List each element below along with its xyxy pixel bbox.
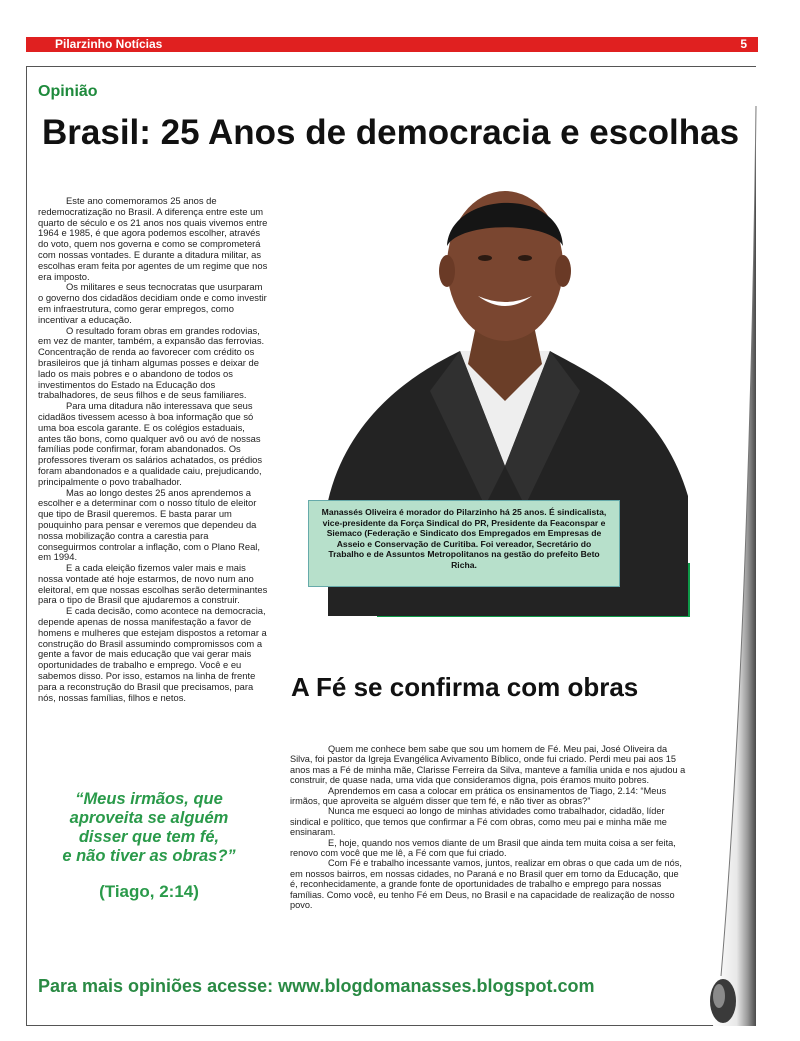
article-paragraph: Para uma ditadura não interessava que seus cidadãos tivessem acesso à boa informação que só uma boa escola garante. E os colégios estaduais, antes tão bons, como qualquer avô ou avó de nossas famílias pode confirmar, foram abandonados. Os professores tiveram os salários achatados, os prédios foram abandonados e a qualidade caiu, prejudicando, principalmente o povo trabalhador. xyxy=(38,400,263,487)
article-paragraph: E cada decisão, como acontece na democracia, depende apenas de nossa manifestação a favor de homens e mulheres que estejam dispostos a retomar a construção do Brasil assumindo compromissos com a gente a favor de mais educação que vai gerar mais oportunidades de trabalho e emprego. Você e eu sabemos disso. Por isso, estamos na linha de frente para a reconstrução do Brasil que precisamos, para nós, nossas famílias, filhos e netos. xyxy=(38,605,267,703)
article-paragraph: Os militares e seus tecnocratas que usurparam o governo dos cidadãos decidiam onde e como investir em infraestrutura, como gerar empregos, como incentivar a educação. xyxy=(38,281,267,325)
quote-line: “Meus irmãos, que xyxy=(75,790,223,808)
article-paragraph: E, hoje, quando nos vemos diante de um Brasil que ainda tem muita coisa a ser feita, renovo com você que me lê, a Fé com que fui criado. xyxy=(290,837,676,859)
main-title: Brasil: 25 Anos de democracia e escolhas xyxy=(42,113,740,152)
blog-link[interactable]: Para mais opiniões acesse: www.blogdomanasses.blogspot.com xyxy=(38,976,595,996)
second-article-body xyxy=(290,744,686,911)
section-subtitle: A Fé se confirma com obras xyxy=(291,672,639,702)
header-bar xyxy=(26,37,758,52)
quote-line: disser que tem fé, xyxy=(78,828,220,846)
article-paragraph: Com Fé e trabalho incessante vamos, juntos, realizar em obras o que cada um de nós, em nossos bairros, em nossas cidades, no Paraná e no Brasil quer em torno da Educação, que é, reconhecidamente, a grande fonte de oportunidades de trabalho e emprego para nossas famílias. Como você, eu tenho Fé em Deus, no Brasil e na capacidade de realização de nosso povo. xyxy=(290,858,682,911)
article-paragraph: Mas ao longo destes 25 anos aprendemos a escolher e a determinar com o nosso título de eleitor que tipo de Brasil queremos. E basta parar um pouquinho para pensar e veremos que dependeu da nossa mobilização contra a carestia para conseguirmos controlar a inflação, com o Plano Real, em 1994. xyxy=(38,486,260,563)
quote-line: aproveita se alguém xyxy=(69,809,229,827)
article-paragraph: Aprendemos em casa a colocar em prática os ensinamentos de Tiago, 2.14: “Meus irmãos, que aproveita se alguém disser que tem fé, e não tiver as obras?” xyxy=(290,785,667,807)
article-paragraph: O resultado foram obras em grandes rodovias, em vez de manter, também, a expansão das ferrovias. Concentração de renda ao favorecer com crédito os brasileiros que já tinham algumas posses e deixar de lado os mais pobres e o abandono de todos os investimentos do Estado na Educação dos trabalhadores, de seus filhos e de seus familiares. xyxy=(38,324,265,401)
newspaper-title: Pilarzinho Notícias xyxy=(55,37,163,51)
article-paragraph: E a cada eleição fizemos valer mais e mais nossa vontade até hoje estarmos, de novo num ano eleitoral, em que nossas escolhas serão determinantes para o tipo de Brasil que ajudaremos a construir. xyxy=(38,562,268,606)
article-paragraph: Quem me conhece bem sabe que sou um homem de Fé. Meu pai, José Oliveira da Silva, foi pastor da Igreja Evangélica Avivamento Bíblico, onde fui criado. Perdi meu pai aos 15 anos mas a Fé de minha mãe, Clarisse Ferreira da Silva, manteve a família unida e nos ajudou a construir, de quase nada, uma vida que consideramos digna, pois éramos muito pobres. xyxy=(290,744,686,786)
quote-line: e não tiver as obras?” xyxy=(62,847,236,865)
article-paragraph: Este ano comemoramos 25 anos de redemocratização no Brasil. A diferença entre este um quarto de século e os 21 anos nos quais vivemos entre 1964 e 1985, é que agora podemos escolher, através do voto, quem nos governa e como se comprometerá com nossas vontades. E durante a ditadura militar, as escolhas eram feita por agentes de um regime que nos era imposto. xyxy=(38,195,268,282)
article-body xyxy=(38,196,268,703)
page-number: 5 xyxy=(740,37,747,51)
page-curl-decoration xyxy=(683,66,763,1026)
photo-caption: Manassés Oliveira é morador do Pilarzinho há 25 anos. É sindicalista, vice-presidente da Força Sindical do PR, Presidente da Feaconspar e Siemaco (Federação e Sindicato dos Empregados em Empresas de Asseio e Conservação de Curitiba. Foi vereador, Secretário do Trabalho e de Assuntos Metropolitanos na gestão do prefeito Beto Richa. xyxy=(308,500,620,587)
quote-reference: (Tiago, 2:14) xyxy=(99,882,199,901)
article-paragraph: Nunca me esqueci ao longo de minhas atividades como trabalhador, cidadão, líder sindical e político, que temos que confirmar a Fé com obras, como meu pai e minha mãe me ensinaram. xyxy=(290,806,667,838)
section-label: Opinião xyxy=(38,83,98,100)
bible-quote xyxy=(42,790,256,866)
